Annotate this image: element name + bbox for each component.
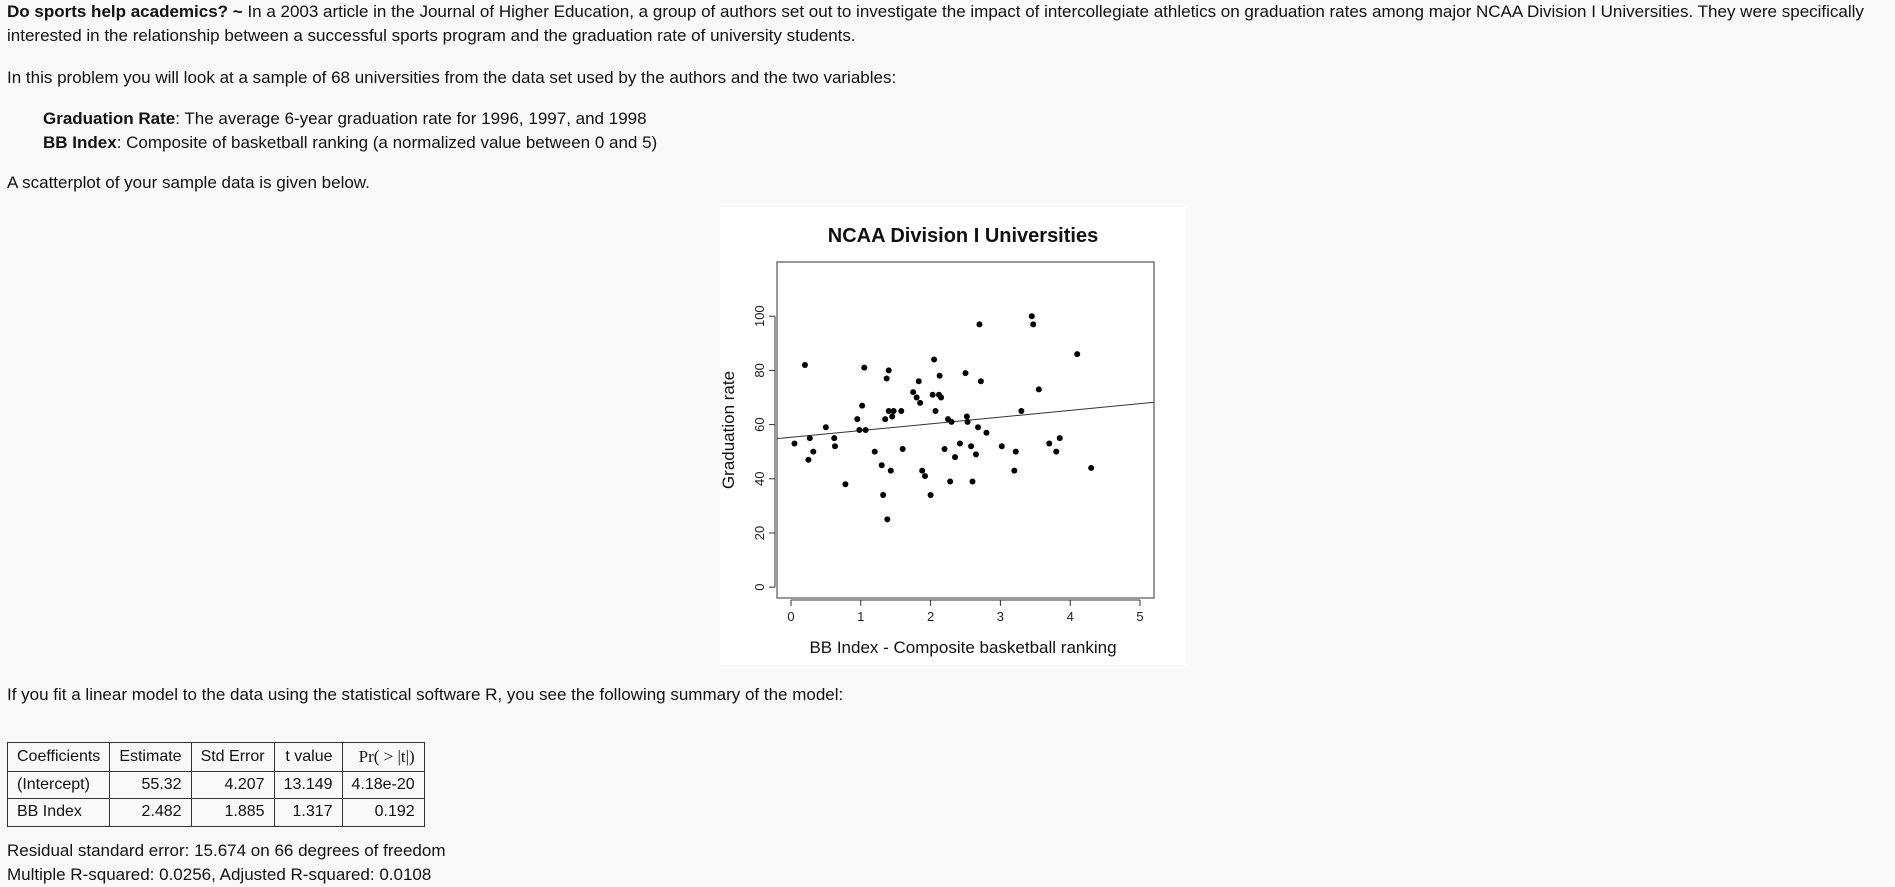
model-intro: If you fit a linear model to the data using the statistical software R, you see the following summary of the model: <box>7 685 844 705</box>
r-squared: Multiple R-squared: 0.0256, Adjusted R-squared: 0.0108 <box>7 864 432 884</box>
header-coefficients: Coefficients <box>8 742 110 771</box>
data-point <box>928 492 934 498</box>
cell-t-value: 13.149 <box>274 771 342 798</box>
data-point <box>842 481 848 487</box>
scatterplot <box>720 207 1186 665</box>
data-point <box>810 449 816 455</box>
variable-name: Graduation Rate <box>43 109 176 129</box>
data-point <box>884 517 890 523</box>
data-point <box>973 452 979 458</box>
data-point <box>802 362 808 368</box>
data-point <box>914 395 920 401</box>
data-point <box>1057 435 1063 441</box>
data-point <box>1036 387 1042 393</box>
data-point <box>932 408 938 414</box>
data-point <box>1030 322 1036 328</box>
variable-item <box>43 107 1888 131</box>
data-point <box>976 322 982 328</box>
data-point <box>969 479 975 485</box>
y-tick-label: 20 <box>752 525 767 541</box>
data-point <box>968 443 974 449</box>
data-point <box>832 443 838 449</box>
data-point <box>916 378 922 384</box>
data-point <box>859 403 865 409</box>
data-point <box>888 468 894 474</box>
data-point <box>1053 449 1059 455</box>
x-tick-label: 3 <box>996 609 1005 625</box>
data-point <box>880 492 886 498</box>
data-point <box>910 389 916 395</box>
data-point <box>1011 468 1017 474</box>
data-point <box>919 468 925 474</box>
y-tick-label: 60 <box>752 417 767 433</box>
variable-list <box>43 107 1888 155</box>
x-axis-label: BB Index - Composite basketball ranking <box>809 638 1117 658</box>
cell-term: BB Index <box>8 799 110 826</box>
data-point <box>807 435 813 441</box>
sample-description: In this problem you will look at a sample of 68 universities from the data set used by the authors and the two variables: <box>7 67 897 87</box>
data-point <box>1018 408 1024 414</box>
data-point <box>931 357 937 363</box>
data-point <box>863 427 869 433</box>
data-point <box>854 416 860 422</box>
data-point <box>791 441 797 447</box>
data-point <box>1074 351 1080 357</box>
cell-term: (Intercept) <box>8 771 110 798</box>
data-point <box>999 443 1005 449</box>
data-point <box>965 419 971 425</box>
data-point <box>889 414 895 420</box>
variable-desc: : Composite of basketball ranking (a normalized value between 0 and 5) <box>116 133 658 153</box>
cell-t-value: 1.317 <box>274 799 342 826</box>
data-point <box>884 376 890 382</box>
cell-std-error: 4.207 <box>191 771 274 798</box>
plot-frame <box>777 262 1154 598</box>
data-point <box>942 446 948 452</box>
data-point <box>922 473 928 479</box>
chart-container <box>720 207 1186 665</box>
data-point <box>1046 441 1052 447</box>
data-point <box>1029 313 1035 319</box>
data-point <box>831 435 837 441</box>
y-axis-label: Graduation rate <box>720 371 738 490</box>
y-axis <box>752 306 775 591</box>
variable-name: BB Index <box>43 133 117 153</box>
cell-std-error: 1.885 <box>191 799 274 826</box>
variable-desc: : The average 6-year graduation rate for 1996, 1997, and 1998 <box>175 109 647 129</box>
table-header-row <box>8 742 425 771</box>
table-row <box>8 771 425 798</box>
data-point <box>947 479 953 485</box>
cell-p-value: 0.192 <box>342 799 424 826</box>
residual-standard-error: Residual standard error: 15.674 on 66 degrees of freedom <box>7 840 446 860</box>
data-point <box>805 457 811 463</box>
data-point <box>938 395 944 401</box>
data-point <box>1013 449 1019 455</box>
data-point <box>963 370 969 376</box>
data-points <box>791 313 1094 522</box>
y-tick-label: 80 <box>752 363 767 378</box>
y-tick-label: 100 <box>752 305 767 328</box>
data-point <box>856 427 862 433</box>
data-point <box>886 368 892 374</box>
data-point <box>957 441 963 447</box>
data-point <box>975 424 981 430</box>
table-row <box>8 799 425 826</box>
x-tick-label: 2 <box>926 609 935 625</box>
intro-bold-lead: Do sports help academics? ~ <box>7 2 243 21</box>
header-std-error: Std Error <box>191 742 274 771</box>
data-point <box>930 392 936 398</box>
header-p-value: Pr( > |t|) <box>342 742 424 771</box>
data-point <box>861 365 867 371</box>
cell-estimate: 55.32 <box>110 771 191 798</box>
intro-paragraph <box>7 0 1888 48</box>
data-point <box>882 416 888 422</box>
x-tick-label: 5 <box>1136 609 1144 625</box>
y-tick-label: 40 <box>752 471 767 487</box>
intro-text: In a 2003 article in the Journal of Higher Education, a group of authors set out to investigate the impact of intercollegiate athletics on graduation rates among major NCAA Division I Universities. They were specifically interested in the relationship between a successful sports program and the graduation rate of university students. <box>7 2 1864 45</box>
x-tick-label: 1 <box>857 609 865 625</box>
data-point <box>872 449 878 455</box>
data-point <box>1088 465 1094 471</box>
x-axis <box>787 600 1143 624</box>
header-t-value: t value <box>274 742 342 771</box>
coefficients-table <box>7 742 425 827</box>
data-point <box>937 373 943 379</box>
data-point <box>964 414 970 420</box>
data-point <box>949 419 955 425</box>
variable-item <box>43 131 1888 155</box>
data-point <box>900 446 906 452</box>
y-tick-label: 0 <box>752 583 767 591</box>
data-point <box>823 424 829 430</box>
data-point <box>879 462 885 468</box>
scatter-intro: A scatterplot of your sample data is given below. <box>7 173 370 193</box>
header-estimate: Estimate <box>110 742 191 771</box>
data-point <box>983 430 989 436</box>
model-stats <box>7 839 1888 887</box>
data-point <box>898 408 904 414</box>
chart-title: NCAA Division I Universities <box>827 225 1099 248</box>
data-point <box>891 408 897 414</box>
data-point <box>978 378 984 384</box>
x-tick-label: 4 <box>1066 609 1074 625</box>
x-tick-label: 0 <box>787 609 795 625</box>
cell-p-value: 4.18e-20 <box>342 771 424 798</box>
data-point <box>917 400 923 406</box>
cell-estimate: 2.482 <box>110 799 191 826</box>
data-point <box>952 454 958 460</box>
